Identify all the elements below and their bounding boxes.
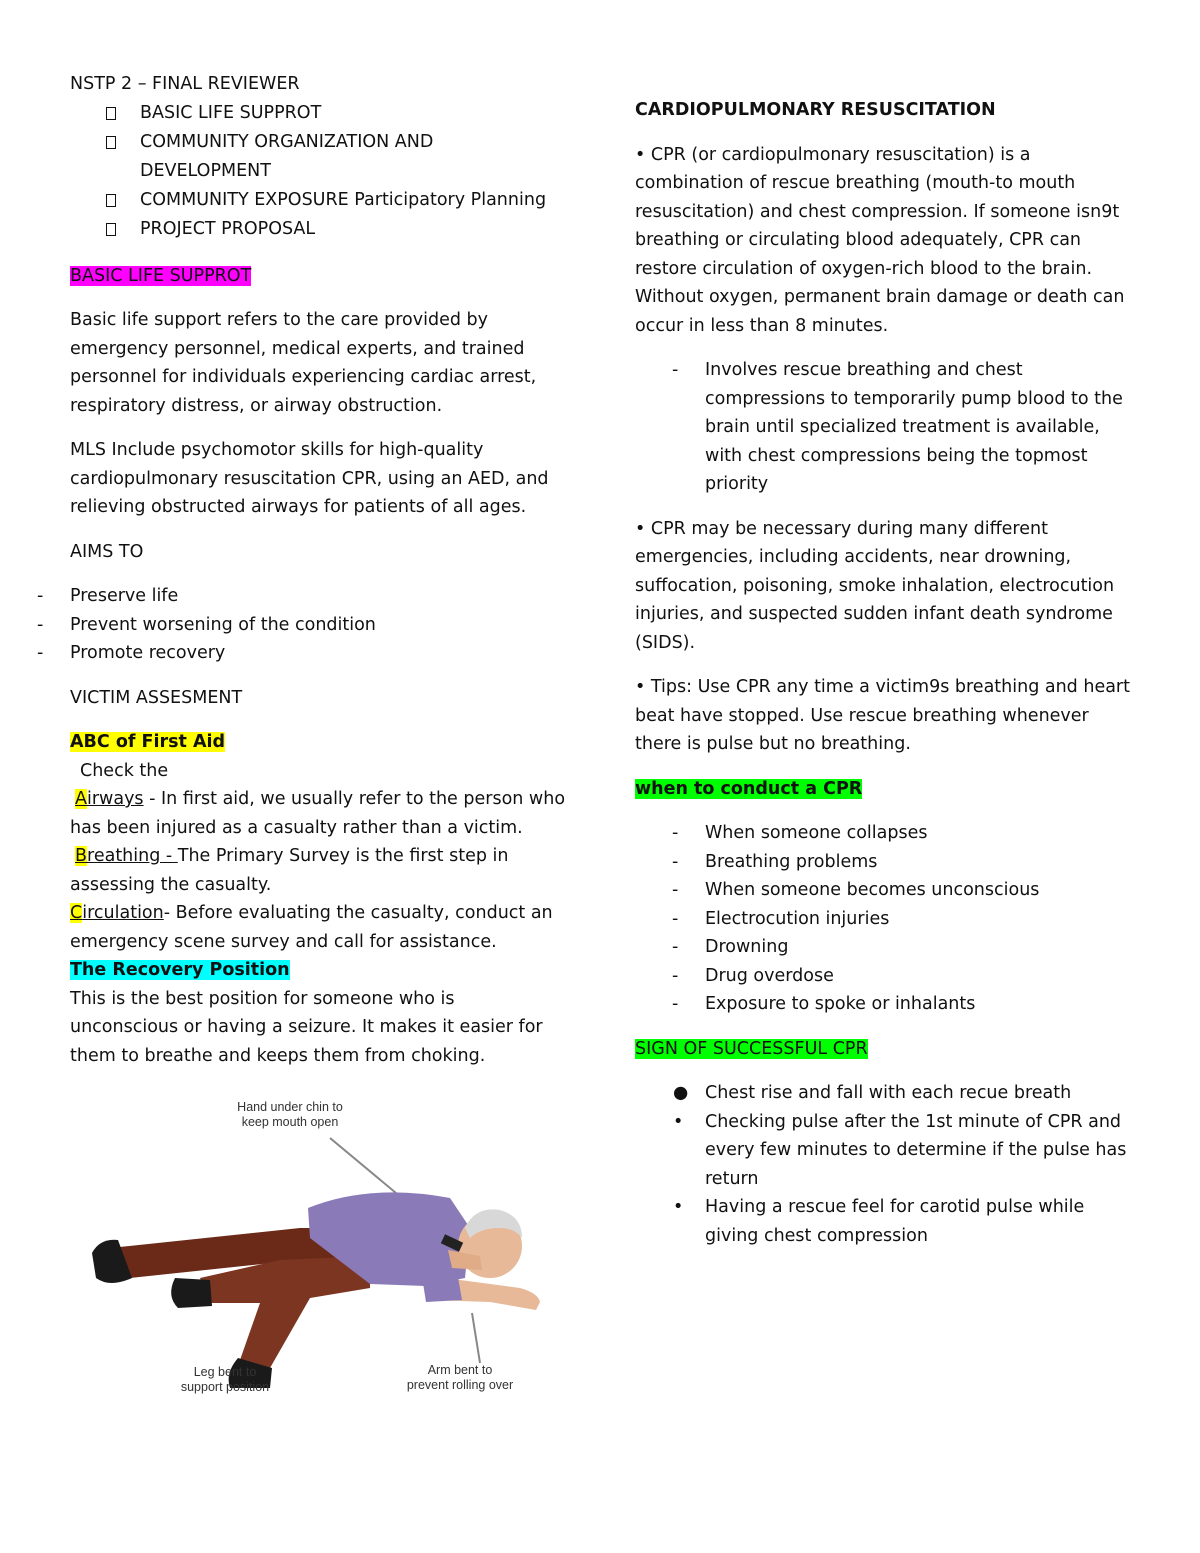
bullet-icon: • <box>673 1111 684 1132</box>
bullet-icon: ● <box>673 1083 689 1103</box>
list-item: - Involves rescue breathing and chest compressions to temporarily pump blood to the brain until specialized treatment is available, with chest compressions being the topmost priority <box>672 360 1123 494</box>
recovery-heading: The Recovery Position <box>70 960 290 980</box>
recovery-text: This is the best position for someone who is unconscious or having a seizure. It makes it easier for them to breathe and keeps them from choking. <box>70 988 543 1066</box>
list-item: - Exposure to spoke or inhalants <box>672 994 976 1014</box>
topic-checklist <box>0 99 570 244</box>
label-hand-under-chin: Hand under chin to keep mouth open <box>237 1100 343 1129</box>
list-item: • Checking pulse after the 1st minute of CPR and every few minutes to determine if the pulse has return <box>635 1108 1135 1194</box>
list-item: - Drowning <box>672 937 789 957</box>
list-item: - Promote recovery <box>37 643 226 663</box>
when-heading: when to conduct a CPR <box>635 778 863 799</box>
cpr-paragraph-2: • CPR may be necessary during many different emergencies, including accidents, near drowning, suffocation, poisoning, smoke inhalation, electrocution injuries, and suspected sudden infant death syndrome (SIDS). <box>635 518 1115 653</box>
abc-heading: ABC of First Aid <box>70 732 226 752</box>
bls-paragraph-1: Basic life support refers to the care provided by emergency personnel, medical experts, and trained personnel for individuals experiencing cardiac arrest, respiratory distress, or airway obstruction. <box>70 310 537 416</box>
cpr-tips: • Tips: Use CPR any time a victim9s breathing and heart beat have stopped. Use rescue breathing whenever there is pulse but no breathing. <box>635 677 1130 754</box>
list-item: - Drug overdose <box>672 965 834 986</box>
signs-heading: SIGN OF SUCCESSFUL CPR <box>635 1038 868 1059</box>
cpr-paragraph-1: • CPR (or cardiopulmonary resuscitation) is a combination of rescue breathing (mouth-to mouth resuscitation) and chest compression. If someone isn9t breathing or circulating blood adequately, CPR can restore circulation of oxygen-rich blood to the brain. Without oxygen, permanent brain damage or death can occur in less than 8 minutes. <box>635 144 1125 336</box>
list-item: - When someone collapses <box>672 823 928 843</box>
abc-check: Check the <box>80 760 169 781</box>
bullet-icon: • <box>673 1197 684 1217</box>
checkbox-icon <box>106 194 116 207</box>
list-item: - Breathing problems <box>672 851 878 872</box>
topic-item: PROJECT PROPOSAL <box>70 215 570 244</box>
list-item: ● Chest rise and fall with each recue breath <box>635 1079 1135 1108</box>
topic-item: BASIC LIFE SUPPROT <box>70 99 570 128</box>
abc-breathing: Breathing - The Primary Survey is the first step in assessing the casualty. <box>70 846 509 895</box>
list-item: - Preserve life <box>37 586 179 606</box>
list-item: • Having a rescue feel for carotid pulse while giving chest compression <box>635 1193 1135 1250</box>
checkbox-icon <box>106 136 116 149</box>
aims-list <box>0 582 570 668</box>
aims-heading: AIMS TO <box>70 541 144 562</box>
abc-circulation: Circulation- Before evaluating the casualty, conduct an emergency scene survey and call for assistance. <box>70 903 553 952</box>
right-column <box>635 66 1135 1250</box>
list-item: - Electrocution injuries <box>672 908 890 929</box>
victim-heading: VICTIM ASSESMENT <box>70 687 243 708</box>
cpr-involves-list <box>635 356 1135 499</box>
topic-item: COMMUNITY ORGANIZATION AND DEVELOPMENT <box>70 128 570 186</box>
label-arm-bent: Arm bent to prevent rolling over <box>406 1363 514 1392</box>
topic-item: COMMUNITY EXPOSURE Participatory Planning <box>70 186 570 215</box>
bls-paragraph-2: MLS Include psychomotor skills for high-quality cardiopulmonary resuscitation CPR, using an AED, and relieving obstructed airways for patients of all ages. <box>70 440 549 517</box>
label-leg-bent: Leg bent to support position <box>180 1365 270 1394</box>
checkbox-icon <box>106 107 116 120</box>
list-item: - When someone becomes unconscious <box>672 880 1040 900</box>
bls-heading: BASIC LIFE SUPPROT <box>70 265 252 286</box>
list-item: - Prevent worsening of the condition <box>37 614 376 635</box>
signs-list <box>635 1079 1135 1250</box>
doc-title: NSTP 2 – FINAL REVIEWER <box>70 74 300 94</box>
abc-airways: Airways - In first aid, we usually refer to the person who has been injured as a casualty rather than a victim. <box>70 789 566 838</box>
when-list <box>635 819 1135 1019</box>
left-column <box>37 66 570 1070</box>
checkbox-icon <box>106 223 116 236</box>
recovery-position-illustration <box>70 1088 560 1408</box>
recovery-position-drawing <box>70 1088 560 1408</box>
cpr-heading: CARDIOPULMONARY RESUSCITATION <box>635 100 996 120</box>
